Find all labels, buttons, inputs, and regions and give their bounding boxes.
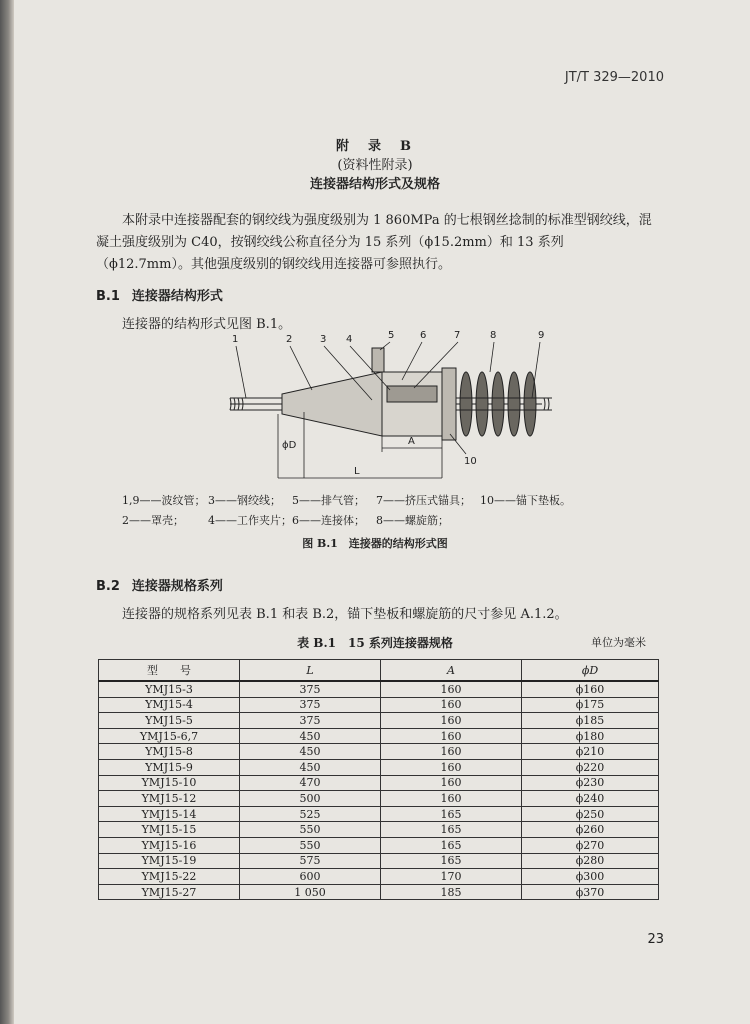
table-row	[99, 744, 659, 760]
table-row	[99, 681, 659, 697]
table-row	[99, 837, 659, 853]
cell-model: YMJ15-8	[99, 744, 240, 760]
cell-L: 375	[240, 681, 381, 697]
table-caption: 表 B.1 15 系列连接器规格	[297, 636, 453, 650]
connector-body	[382, 372, 442, 436]
table-unit: 单位为毫米	[591, 636, 646, 649]
cell-model: YMJ15-4	[99, 697, 240, 713]
figure-caption: 图 B.1 连接器的结构形式图	[302, 537, 448, 550]
callout-7: 7	[454, 330, 461, 341]
table-row	[99, 759, 659, 775]
cell-model: YMJ15-9	[99, 759, 240, 775]
cell-D: ϕ370	[522, 884, 659, 900]
dimension-L-label: L	[354, 466, 360, 477]
table-row	[99, 697, 659, 713]
cell-A: 160	[381, 744, 522, 760]
cone-shell	[282, 372, 382, 436]
table-row	[99, 791, 659, 807]
table-row	[99, 869, 659, 885]
legend-item: 7——挤压式锚具；	[376, 494, 471, 507]
section-b1-heading	[96, 285, 223, 304]
dimension-A-label: A	[408, 436, 415, 447]
header-L: L	[240, 660, 381, 682]
intro-paragraph: 本附录中连接器配套的钢绞线为强度级别为 1 860MPa 的七根钢丝捻制的标准型钢绞线，混凝土强度级别为 C40，按钢绞线公称直径分为 15 系列（ϕ15.2mm）和 13 系列（ϕ12.7mm）。其他强度级别的钢绞线用连接器可参照执行。	[96, 213, 652, 272]
legend-item: 1,9——波纹管；	[122, 494, 206, 507]
cell-model: YMJ15-27	[99, 884, 240, 900]
cell-L: 525	[240, 806, 381, 822]
cell-D: ϕ180	[522, 728, 659, 744]
figure-legend-row-2	[122, 512, 449, 528]
page-number: 23	[647, 932, 664, 947]
cell-model: YMJ15-16	[99, 837, 240, 853]
legend-item: 4——工作夹片；	[208, 514, 292, 527]
cell-model: YMJ15-3	[99, 681, 240, 697]
callout-10: 10	[464, 456, 477, 467]
cell-A: 160	[381, 697, 522, 713]
callout-2: 2	[286, 334, 293, 345]
cell-A: 165	[381, 853, 522, 869]
section-b1-text: 连接器的结构形式见图 B.1。	[122, 317, 292, 332]
cell-A: 170	[381, 869, 522, 885]
section-b2-heading	[96, 575, 223, 594]
cell-A: 165	[381, 806, 522, 822]
header-D: ϕD	[522, 660, 659, 682]
cell-A: 160	[381, 713, 522, 729]
header-A: A	[381, 660, 522, 682]
header-model: 型 号	[99, 660, 240, 682]
cell-D: ϕ250	[522, 806, 659, 822]
callout-5: 5	[388, 330, 395, 341]
cell-D: ϕ220	[522, 759, 659, 775]
cell-model: YMJ15-6,7	[99, 728, 240, 744]
cell-D: ϕ160	[522, 681, 659, 697]
connector-structure-figure	[222, 328, 582, 498]
cell-A: 160	[381, 759, 522, 775]
legend-item: 6——连接体；	[292, 514, 365, 527]
legend-item: 3——钢绞线；	[208, 494, 281, 507]
table-row	[99, 884, 659, 900]
cell-L: 470	[240, 775, 381, 791]
cell-model: YMJ15-12	[99, 791, 240, 807]
cell-D: ϕ300	[522, 869, 659, 885]
standard-number: JT/T 329—2010	[564, 70, 664, 85]
cell-L: 600	[240, 869, 381, 885]
spiral-rebar	[460, 372, 536, 436]
cell-D: ϕ240	[522, 791, 659, 807]
cell-A: 160	[381, 775, 522, 791]
table-row	[99, 775, 659, 791]
section-title: 连接器结构形式	[131, 289, 223, 304]
bearing-plate	[442, 368, 456, 440]
cell-D: ϕ175	[522, 697, 659, 713]
cell-L: 500	[240, 791, 381, 807]
legend-item: 2——罩壳；	[122, 514, 184, 527]
section-number: B.1	[96, 289, 120, 304]
cell-A: 160	[381, 728, 522, 744]
callout-3: 3	[320, 334, 327, 345]
cell-model: YMJ15-22	[99, 869, 240, 885]
section-b2-text: 连接器的规格系列见表 B.1 和表 B.2，锚下垫板和螺旋筋的尺寸参见 A.1.2。	[122, 607, 568, 622]
cell-model: YMJ15-14	[99, 806, 240, 822]
cell-model: YMJ15-19	[99, 853, 240, 869]
section-title: 连接器规格系列	[131, 579, 223, 594]
section-number: B.2	[96, 579, 120, 594]
cell-L: 450	[240, 744, 381, 760]
cell-A: 185	[381, 884, 522, 900]
cell-D: ϕ185	[522, 713, 659, 729]
legend-item: 5——排气管；	[292, 494, 365, 507]
table-row	[99, 713, 659, 729]
cell-A: 160	[381, 791, 522, 807]
table-header-row	[99, 660, 659, 682]
cell-D: ϕ280	[522, 853, 659, 869]
cell-L: 375	[240, 697, 381, 713]
table-row	[99, 822, 659, 838]
cell-L: 550	[240, 822, 381, 838]
figure-legend-row-1	[122, 492, 571, 508]
wedge-area	[387, 386, 437, 402]
cell-L: 450	[240, 759, 381, 775]
cell-A: 165	[381, 822, 522, 838]
dimension-D-label: ϕD	[282, 440, 297, 451]
cell-A: 160	[381, 681, 522, 697]
cell-L: 550	[240, 837, 381, 853]
cell-L: 450	[240, 728, 381, 744]
legend-item: 8——螺旋筋；	[376, 514, 449, 527]
callout-8: 8	[490, 330, 497, 341]
appendix-title: 附 录 B	[336, 139, 414, 154]
cell-L: 375	[240, 713, 381, 729]
cell-L: 575	[240, 853, 381, 869]
callout-6: 6	[420, 330, 427, 341]
spec-table	[98, 659, 659, 900]
appendix-nature: (资料性附录)	[337, 158, 413, 173]
cell-model: YMJ15-10	[99, 775, 240, 791]
cell-model: YMJ15-5	[99, 713, 240, 729]
legend-item: 10——锚下垫板。	[480, 494, 571, 507]
callout-9: 9	[538, 330, 545, 341]
appendix-subtitle: 连接器结构形式及规格	[309, 177, 440, 192]
cell-A: 165	[381, 837, 522, 853]
vent-pipe	[372, 348, 384, 372]
table-row	[99, 806, 659, 822]
cell-D: ϕ260	[522, 822, 659, 838]
cell-model: YMJ15-15	[99, 822, 240, 838]
callout-4: 4	[346, 334, 353, 345]
table-row	[99, 853, 659, 869]
cell-D: ϕ210	[522, 744, 659, 760]
callout-1: 1	[232, 334, 239, 345]
cell-L: 1 050	[240, 884, 381, 900]
cell-D: ϕ230	[522, 775, 659, 791]
cell-D: ϕ270	[522, 837, 659, 853]
table-row	[99, 728, 659, 744]
